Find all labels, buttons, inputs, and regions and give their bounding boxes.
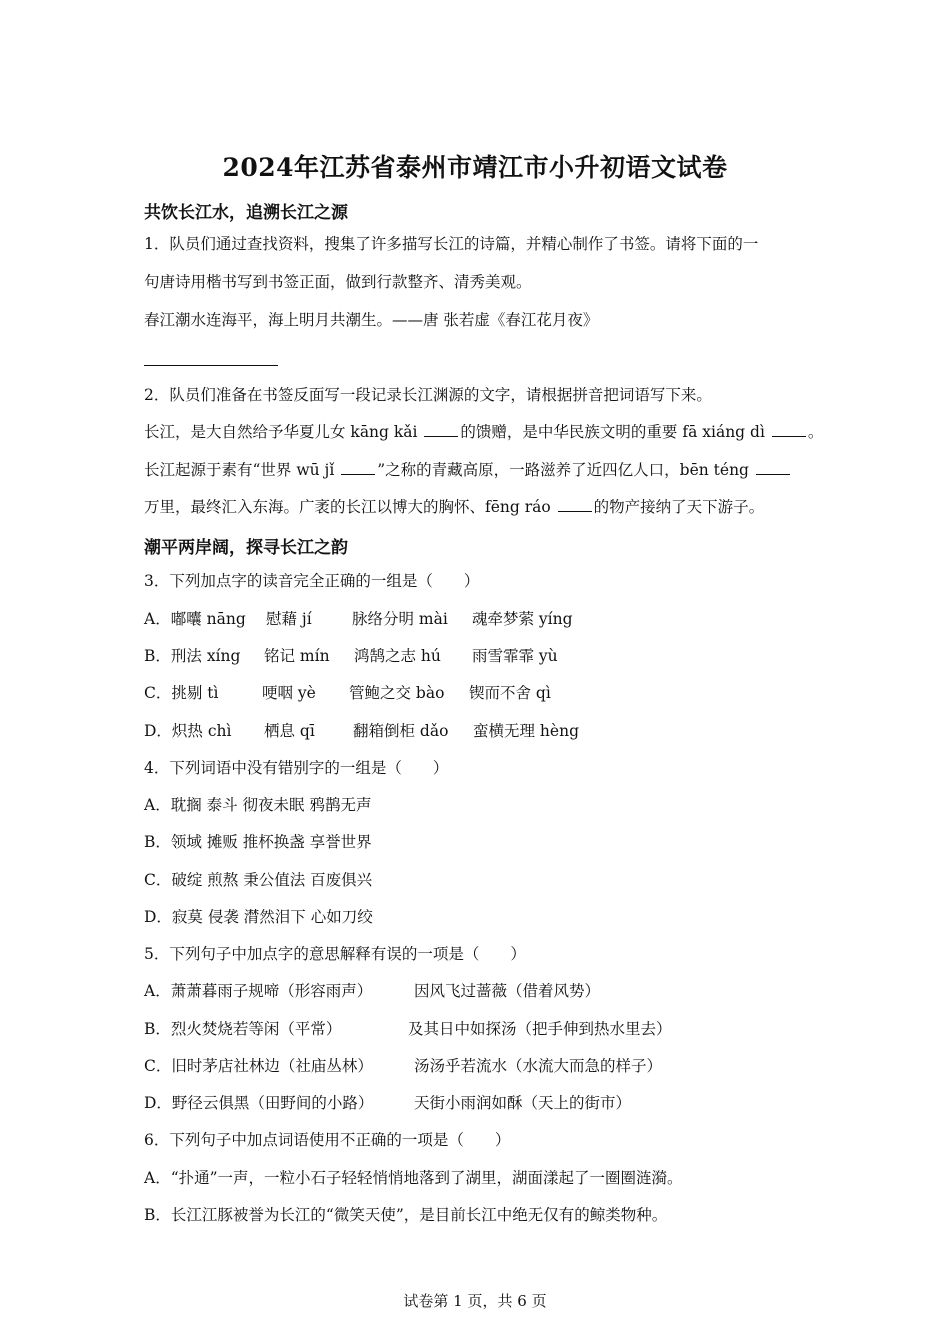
- q3-a-1: A．嘟囔 nāng: [144, 610, 246, 628]
- q3-a-3: 脉络分明 mài: [352, 610, 448, 628]
- q2-text-3a: 万里，最终汇入东海。广袤的长江以博大的胸怀、fēng ráo: [144, 498, 556, 516]
- q3-b-3: 鸿鹄之志 hú: [354, 647, 441, 665]
- question-5-stem: 5．下列句子中加点字的意思解释有误的一项是（ ）: [144, 945, 526, 963]
- q3-a-2: 慰藉 jí: [266, 610, 312, 628]
- question-5-option-d[interactable]: [144, 1092, 810, 1114]
- q3-b-1: B．刑法 xíng: [144, 647, 241, 665]
- question-6-stem: 6．下列句子中加点词语使用不正确的一项是（ ）: [144, 1131, 511, 1149]
- question-6-option-a[interactable]: A．“扑通”一声，一粒小石子轻轻悄悄地落到了湖里，湖面漾起了一圈圈涟漪。: [144, 1169, 683, 1187]
- q3-c-2: 哽咽 yè: [262, 684, 316, 702]
- q3-d-1: D．炽热 chì: [144, 722, 232, 740]
- q3-c-1: C．挑剔 tì: [144, 684, 219, 702]
- q5-a-1: A．萧萧暮雨子规啼（形容雨声）: [144, 982, 373, 1000]
- q2-blank-faxiangdi[interactable]: [772, 422, 806, 437]
- q3-b-4: 雨雪霏霏 yù: [472, 647, 558, 665]
- question-1-line-2: 句唐诗用楷书写到书签正面，做到行款整齐、清秀美观。: [144, 273, 532, 291]
- q3-c-3: 管鲍之交 bào: [349, 684, 445, 702]
- page-footer: 试卷第 1 页，共 6 页: [403, 1292, 547, 1310]
- q5-b-1: B．烈火焚烧若等闲（平常）: [144, 1020, 342, 1038]
- q3-d-3: 翻箱倒柜 dǎo: [353, 722, 449, 740]
- q2-text-2b: ”之称的青藏高原，一路滋养了近四亿人口，bēn téng: [377, 461, 754, 479]
- q5-d-2: 天街小雨润如酥（天上的街市）: [414, 1094, 632, 1112]
- q3-b-2: 铭记 mín: [264, 647, 330, 665]
- q5-c-1: C．旧时茅店社林边（社庙丛林）: [144, 1057, 373, 1075]
- question-3-option-c[interactable]: [144, 682, 810, 704]
- question-4-option-d[interactable]: D．寂莫 侵袭 潸然泪下 心如刀绞: [144, 908, 373, 926]
- q2-text-2a: 长江起源于素有“世界 wū jǐ: [144, 461, 340, 479]
- question-2-line-3: [144, 496, 810, 518]
- question-6-option-b[interactable]: B．长江江豚被誉为长江的“微笑天使”，是目前长江中绝无仅有的鲸类物种。: [144, 1206, 668, 1224]
- q2-blank-wuji[interactable]: [341, 460, 375, 475]
- question-3-option-a[interactable]: [144, 608, 810, 630]
- question-2-line-1: [144, 421, 824, 443]
- q5-c-2: 汤汤乎若流水（水流大而急的样子）: [414, 1057, 663, 1075]
- q2-text-3b: 的物产接纳了天下游子。: [593, 498, 765, 516]
- q5-b-2: 及其日中如探汤（把手伸到热水里去）: [408, 1020, 672, 1038]
- q2-text-1b: 的馈赠，是中华民族文明的重要 fā xiáng dì: [460, 423, 770, 441]
- question-4-option-b[interactable]: B．领域 摊贩 推杯换盏 享誉世界: [144, 833, 372, 851]
- question-5-option-a[interactable]: [144, 980, 810, 1002]
- q3-a-4: 魂牵梦萦 yíng: [472, 610, 573, 628]
- q2-blank-benteng[interactable]: [756, 460, 790, 475]
- question-5-option-c[interactable]: [144, 1055, 810, 1077]
- question-1-answer-line[interactable]: [144, 365, 278, 366]
- question-4-stem: 4．下列词语中没有错别字的一组是（ ）: [144, 759, 449, 777]
- exam-title: 2024年江苏省泰州市靖江市小升初语文试卷: [222, 153, 728, 182]
- question-3-option-b[interactable]: [144, 645, 810, 667]
- q2-text-1c: 。: [807, 423, 824, 441]
- q3-c-4: 锲而不舍 qì: [469, 684, 551, 702]
- question-4-option-a[interactable]: A．耽搁 泰斗 彻夜未眠 鸦鹊无声: [144, 796, 372, 814]
- q2-blank-kangkai[interactable]: [424, 422, 458, 437]
- q2-blank-fengrao[interactable]: [558, 497, 592, 512]
- q3-d-2: 栖息 qī: [264, 722, 315, 740]
- q3-d-4: 蛮横无理 hèng: [473, 722, 579, 740]
- question-1-line-1: 1．队员们通过查找资料，搜集了许多描写长江的诗篇，并精心制作了书签。请将下面的一: [144, 235, 759, 253]
- question-3-option-d[interactable]: [144, 720, 810, 742]
- question-2-stem: 2．队员们准备在书签反面写一段记录长江渊源的文字，请根据拼音把词语写下来。: [144, 386, 712, 404]
- section-heading-2: 潮平两岸阔，探寻长江之韵: [144, 538, 348, 558]
- question-2-line-2: [144, 459, 810, 481]
- question-1-poem: 春江潮水连海平，海上明月共潮生。——唐 张若虚《春江花月夜》: [144, 311, 599, 329]
- q2-text-1a: 长江，是大自然给予华夏儿女 kāng kǎi: [144, 423, 423, 441]
- question-3-stem: 3．下列加点字的读音完全正确的一组是（ ）: [144, 572, 480, 590]
- question-5-option-b[interactable]: [144, 1018, 810, 1040]
- section-heading-1: 共饮长江水，追溯长江之源: [144, 203, 348, 223]
- q5-a-2: 因风飞过蔷薇（借着风势）: [414, 982, 601, 1000]
- q5-d-1: D．野径云俱黑（田野间的小路）: [144, 1094, 374, 1112]
- question-4-option-c[interactable]: C．破绽 煎熬 秉公值法 百废俱兴: [144, 871, 373, 889]
